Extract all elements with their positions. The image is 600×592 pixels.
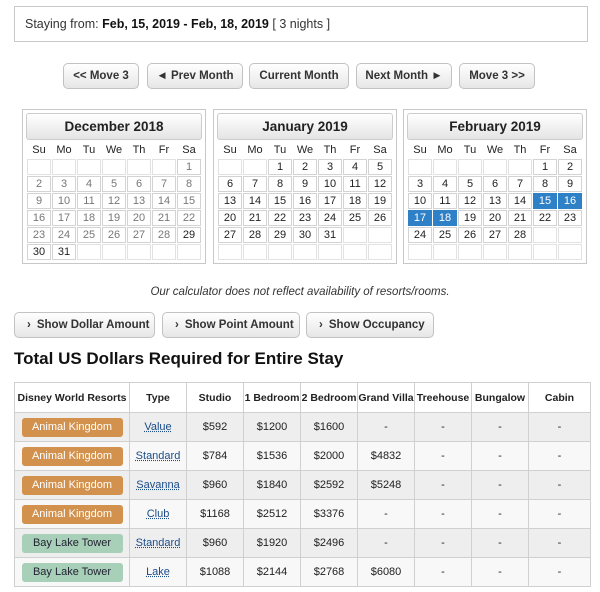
price-cell: -	[415, 471, 472, 500]
day-cell[interactable]: 2	[558, 159, 582, 175]
price-cell: -	[415, 442, 472, 471]
type-cell	[130, 500, 187, 529]
empty-day-cell	[533, 244, 557, 260]
day-cell[interactable]: 29	[177, 227, 201, 243]
empty-day-cell	[368, 244, 392, 260]
empty-day-cell	[127, 244, 151, 260]
day-cell[interactable]: 14	[243, 193, 267, 209]
price-cell: $1840	[244, 471, 301, 500]
price-cell: $960	[187, 471, 244, 500]
price-cell: -	[472, 558, 529, 587]
week-row	[218, 227, 392, 243]
day-cell[interactable]: 3	[408, 176, 432, 192]
empty-day-cell	[218, 159, 242, 175]
day-cell[interactable]: 24	[408, 227, 432, 243]
day-cell[interactable]: 24	[318, 210, 342, 226]
day-cell[interactable]: 16	[27, 210, 51, 226]
availability-note: Our calculator does not reflect availability of resorts/rooms.	[150, 286, 450, 298]
column-header: Grand Villa	[358, 383, 415, 413]
day-cell[interactable]: 8	[177, 176, 201, 192]
price-cell: -	[415, 500, 472, 529]
table-header-row	[15, 383, 591, 413]
day-cell[interactable]: 7	[152, 176, 176, 192]
empty-day-cell	[102, 244, 126, 260]
day-cell[interactable]: 6	[483, 176, 507, 192]
weekday-label: Mo	[56, 144, 72, 156]
stay-range: Feb, 15, 2019 - Feb, 18, 2019	[102, 17, 269, 31]
day-cell[interactable]: 21	[508, 210, 532, 226]
day-cell[interactable]: 15	[177, 193, 201, 209]
price-cell: -	[358, 529, 415, 558]
type-cell	[130, 413, 187, 442]
day-cell[interactable]: 29	[268, 227, 292, 243]
column-header: Cabin	[529, 383, 591, 413]
price-cell: -	[472, 471, 529, 500]
day-cell[interactable]: 19	[102, 210, 126, 226]
weekday-label: Tu	[273, 144, 287, 156]
day-cell[interactable]: 12	[102, 193, 126, 209]
price-cell: $2000	[301, 442, 358, 471]
price-cell: $1200	[244, 413, 301, 442]
day-cell[interactable]: 5	[102, 176, 126, 192]
stay-prefix: Staying from:	[25, 17, 99, 31]
day-cell[interactable]: 13	[483, 193, 507, 209]
weekday-label: Su	[223, 144, 237, 156]
price-cell: -	[472, 500, 529, 529]
price-cell: $784	[187, 442, 244, 471]
resort-cell	[15, 413, 130, 442]
empty-day-cell	[408, 159, 432, 175]
calendar-december-2018	[22, 109, 206, 264]
day-cell[interactable]: 18	[77, 210, 101, 226]
day-cell[interactable]: 4	[433, 176, 457, 192]
empty-day-cell	[343, 227, 367, 243]
chevron-right-icon: ›	[27, 319, 31, 331]
empty-day-cell	[152, 244, 176, 260]
resort-cell	[15, 529, 130, 558]
week-row	[218, 176, 392, 192]
price-cell: $2512	[244, 500, 301, 529]
price-cell: -	[358, 500, 415, 529]
day-cell[interactable]: 9	[558, 176, 582, 192]
day-cell[interactable]: 5	[458, 176, 482, 192]
day-cell[interactable]: 22	[533, 210, 557, 226]
resort-badge[interactable]: Animal Kingdom	[22, 505, 123, 524]
calendar-title: February 2019	[407, 113, 583, 140]
table-row	[15, 442, 591, 471]
show-dollar-button[interactable]: › Show Dollar Amount	[14, 312, 155, 338]
day-cell[interactable]: 28	[152, 227, 176, 243]
type-cell	[130, 471, 187, 500]
day-cell[interactable]: 13	[218, 193, 242, 209]
room-type-link[interactable]: Savanna	[136, 479, 180, 491]
resort-badge[interactable]: Animal Kingdom	[22, 476, 123, 495]
day-cell[interactable]: 30	[293, 227, 317, 243]
price-cell: -	[529, 413, 591, 442]
price-cell: $1600	[301, 413, 358, 442]
type-cell	[130, 558, 187, 587]
day-cell[interactable]: 2	[27, 176, 51, 192]
column-header: Bungalow	[472, 383, 529, 413]
chevron-right-icon: ›	[175, 319, 179, 331]
day-cell[interactable]: 15	[533, 193, 557, 209]
empty-day-cell	[508, 244, 532, 260]
weekday-row	[218, 143, 392, 158]
price-cell: $960	[187, 529, 244, 558]
resort-cell	[15, 471, 130, 500]
day-cell[interactable]: 12	[458, 193, 482, 209]
show-occupancy-button[interactable]: › Show Occupancy	[306, 312, 434, 338]
weekday-label: Sa	[563, 144, 577, 156]
resort-badge[interactable]: Animal Kingdom	[22, 447, 123, 466]
weekday-label: Fr	[349, 144, 361, 156]
day-cell[interactable]: 10	[408, 193, 432, 209]
room-type-link[interactable]: Lake	[146, 566, 170, 578]
empty-day-cell	[268, 244, 292, 260]
weekday-label: Fr	[158, 144, 170, 156]
day-cell[interactable]: 27	[483, 227, 507, 243]
empty-day-cell	[152, 159, 176, 175]
day-cell[interactable]: 20	[127, 210, 151, 226]
day-cell[interactable]: 30	[27, 244, 51, 260]
day-cell[interactable]: 9	[27, 193, 51, 209]
week-row	[218, 159, 392, 175]
column-header: 1 Bedroom	[244, 383, 301, 413]
day-cell[interactable]: 12	[368, 176, 392, 192]
calendar-january-2019	[213, 109, 397, 264]
week-row	[27, 193, 201, 209]
current-month-button[interactable]: Current Month	[249, 63, 349, 89]
day-cell[interactable]: 25	[343, 210, 367, 226]
day-cell[interactable]: 31	[52, 244, 76, 260]
day-cell[interactable]: 3	[52, 176, 76, 192]
day-cell[interactable]: 6	[218, 176, 242, 192]
price-cell: -	[415, 529, 472, 558]
weekday-label: Mo	[437, 144, 453, 156]
empty-day-cell	[433, 159, 457, 175]
week-row	[218, 244, 392, 260]
day-cell[interactable]: 11	[433, 193, 457, 209]
day-cell[interactable]: 23	[293, 210, 317, 226]
day-cell[interactable]: 11	[343, 176, 367, 192]
calendar-title: December 2018	[26, 113, 202, 140]
empty-day-cell	[533, 227, 557, 243]
price-cell: -	[529, 442, 591, 471]
resort-badge[interactable]: Bay Lake Tower	[22, 563, 123, 582]
weekday-label: Th	[132, 144, 146, 156]
day-cell[interactable]: 8	[533, 176, 557, 192]
price-cell: -	[529, 558, 591, 587]
resort-badge[interactable]: Bay Lake Tower	[22, 534, 123, 553]
day-cell[interactable]: 3	[318, 159, 342, 175]
day-cell[interactable]: 20	[483, 210, 507, 226]
day-cell[interactable]: 1	[533, 159, 557, 175]
week-row	[408, 210, 582, 226]
column-header: 2 Bedroom	[301, 383, 358, 413]
day-cell[interactable]: 18	[433, 210, 457, 226]
empty-day-cell	[458, 244, 482, 260]
column-header: Disney World Resorts	[15, 383, 130, 413]
day-cell[interactable]: 28	[508, 227, 532, 243]
weekday-label: Sa	[182, 144, 196, 156]
price-cell: $592	[187, 413, 244, 442]
price-cell: $2592	[301, 471, 358, 500]
price-cell: $4832	[358, 442, 415, 471]
weekday-label: Su	[32, 144, 46, 156]
table-row	[15, 529, 591, 558]
weekday-label: We	[486, 144, 504, 156]
table-row	[15, 558, 591, 587]
type-cell	[130, 529, 187, 558]
section-title: Total US Dollars Required for Entire Stay	[14, 349, 344, 368]
empty-day-cell	[558, 227, 582, 243]
day-cell[interactable]: 7	[508, 176, 532, 192]
empty-day-cell	[433, 244, 457, 260]
weekday-label: Su	[413, 144, 427, 156]
column-header: Type	[130, 383, 187, 413]
empty-day-cell	[558, 244, 582, 260]
day-cell[interactable]: 17	[318, 193, 342, 209]
room-type-link[interactable]: Club	[146, 508, 170, 520]
day-cell[interactable]: 1	[177, 159, 201, 175]
empty-day-cell	[77, 244, 101, 260]
day-cell[interactable]: 17	[52, 210, 76, 226]
stay-nights: [ 3 nights ]	[272, 17, 331, 31]
week-row	[408, 227, 582, 243]
price-cell: $2496	[301, 529, 358, 558]
show-point-button[interactable]: › Show Point Amount	[162, 312, 300, 338]
day-cell[interactable]: 22	[268, 210, 292, 226]
week-row	[408, 244, 582, 260]
day-cell[interactable]: 27	[218, 227, 242, 243]
resort-badge[interactable]: Animal Kingdom	[22, 418, 123, 437]
weekday-label: We	[296, 144, 314, 156]
type-cell	[130, 442, 187, 471]
day-cell[interactable]: 31	[318, 227, 342, 243]
price-cell: $2144	[244, 558, 301, 587]
weekday-row	[27, 143, 201, 158]
resort-cell	[15, 500, 130, 529]
price-cell: $2768	[301, 558, 358, 587]
weekday-label: Tu	[463, 144, 477, 156]
weekday-label: Mo	[247, 144, 263, 156]
price-cell: $1168	[187, 500, 244, 529]
empty-day-cell	[483, 244, 507, 260]
week-row	[408, 159, 582, 175]
day-cell[interactable]: 7	[243, 176, 267, 192]
table-row	[15, 471, 591, 500]
day-cell[interactable]: 4	[343, 159, 367, 175]
weekday-row	[408, 143, 582, 158]
day-cell[interactable]: 25	[77, 227, 101, 243]
weekday-label: Sa	[373, 144, 387, 156]
day-cell[interactable]: 25	[433, 227, 457, 243]
price-cell: $5248	[358, 471, 415, 500]
empty-day-cell	[77, 159, 101, 175]
empty-day-cell	[408, 244, 432, 260]
day-cell[interactable]: 17	[408, 210, 432, 226]
price-cell: -	[472, 442, 529, 471]
empty-day-cell	[368, 227, 392, 243]
weekday-label: Tu	[82, 144, 96, 156]
day-cell[interactable]: 28	[243, 227, 267, 243]
calendar-title: January 2019	[217, 113, 393, 140]
empty-day-cell	[293, 244, 317, 260]
chevron-right-icon: ›	[319, 319, 323, 331]
day-cell[interactable]: 13	[127, 193, 151, 209]
empty-day-cell	[483, 159, 507, 175]
day-cell[interactable]: 20	[218, 210, 242, 226]
price-cell: $1920	[244, 529, 301, 558]
day-cell[interactable]: 21	[152, 210, 176, 226]
day-cell[interactable]: 26	[102, 227, 126, 243]
price-cell: $3376	[301, 500, 358, 529]
price-cell: $1088	[187, 558, 244, 587]
resort-cell	[15, 442, 130, 471]
day-cell[interactable]: 14	[152, 193, 176, 209]
day-cell[interactable]: 5	[368, 159, 392, 175]
day-cell[interactable]: 8	[268, 176, 292, 192]
day-cell[interactable]: 10	[318, 176, 342, 192]
day-cell[interactable]: 15	[268, 193, 292, 209]
empty-day-cell	[243, 159, 267, 175]
day-cell[interactable]: 26	[458, 227, 482, 243]
price-cell: -	[529, 529, 591, 558]
price-cell: -	[358, 413, 415, 442]
day-cell[interactable]: 27	[127, 227, 151, 243]
stay-summary	[14, 6, 588, 42]
week-row	[27, 244, 201, 260]
empty-day-cell	[508, 159, 532, 175]
price-cell: -	[472, 413, 529, 442]
move-forward-button[interactable]: Move 3 >>	[459, 63, 535, 89]
column-header: Studio	[187, 383, 244, 413]
day-cell[interactable]: 18	[343, 193, 367, 209]
day-cell[interactable]: 21	[243, 210, 267, 226]
price-cell: -	[529, 471, 591, 500]
column-header: Treehouse	[415, 383, 472, 413]
room-type-link[interactable]: Standard	[135, 537, 181, 549]
price-cell: -	[415, 413, 472, 442]
price-cell: $6080	[358, 558, 415, 587]
room-type-link[interactable]: Value	[144, 421, 172, 433]
day-cell[interactable]: 16	[293, 193, 317, 209]
day-cell[interactable]: 16	[558, 193, 582, 209]
empty-day-cell	[318, 244, 342, 260]
week-row	[218, 193, 392, 209]
week-row	[218, 210, 392, 226]
resort-cell	[15, 558, 130, 587]
price-cell: -	[472, 529, 529, 558]
weekday-label: Th	[513, 144, 527, 156]
day-cell[interactable]: 11	[77, 193, 101, 209]
week-row	[408, 193, 582, 209]
empty-day-cell	[243, 244, 267, 260]
weekday-label: We	[105, 144, 123, 156]
weekday-label: Fr	[539, 144, 551, 156]
prev-month-button[interactable]: ◄ Prev Month	[147, 63, 243, 89]
empty-day-cell	[52, 159, 76, 175]
empty-day-cell	[177, 244, 201, 260]
price-table	[14, 382, 591, 587]
day-cell[interactable]: 22	[177, 210, 201, 226]
week-row	[27, 227, 201, 243]
day-cell[interactable]: 9	[293, 176, 317, 192]
day-cell[interactable]: 14	[508, 193, 532, 209]
day-cell[interactable]: 6	[127, 176, 151, 192]
day-cell[interactable]: 4	[77, 176, 101, 192]
move-back-button[interactable]: << Move 3	[63, 63, 139, 89]
day-cell[interactable]: 23	[27, 227, 51, 243]
empty-day-cell	[27, 159, 51, 175]
next-month-button[interactable]: Next Month ►	[356, 63, 452, 89]
calendar-february-2019	[403, 109, 587, 264]
empty-day-cell	[343, 244, 367, 260]
empty-day-cell	[102, 159, 126, 175]
day-cell[interactable]: 19	[368, 193, 392, 209]
day-cell[interactable]: 23	[558, 210, 582, 226]
room-type-link[interactable]: Standard	[135, 450, 181, 462]
price-cell: -	[529, 500, 591, 529]
week-row	[27, 210, 201, 226]
week-row	[27, 159, 201, 175]
day-cell[interactable]: 24	[52, 227, 76, 243]
day-cell[interactable]: 10	[52, 193, 76, 209]
week-row	[27, 176, 201, 192]
day-cell[interactable]: 2	[293, 159, 317, 175]
price-cell: -	[415, 558, 472, 587]
day-cell[interactable]: 26	[368, 210, 392, 226]
empty-day-cell	[127, 159, 151, 175]
day-cell[interactable]: 19	[458, 210, 482, 226]
weekday-label: Th	[323, 144, 337, 156]
table-row	[15, 413, 591, 442]
empty-day-cell	[218, 244, 242, 260]
price-cell: $1536	[244, 442, 301, 471]
day-cell[interactable]: 1	[268, 159, 292, 175]
empty-day-cell	[458, 159, 482, 175]
table-row	[15, 500, 591, 529]
week-row	[408, 176, 582, 192]
